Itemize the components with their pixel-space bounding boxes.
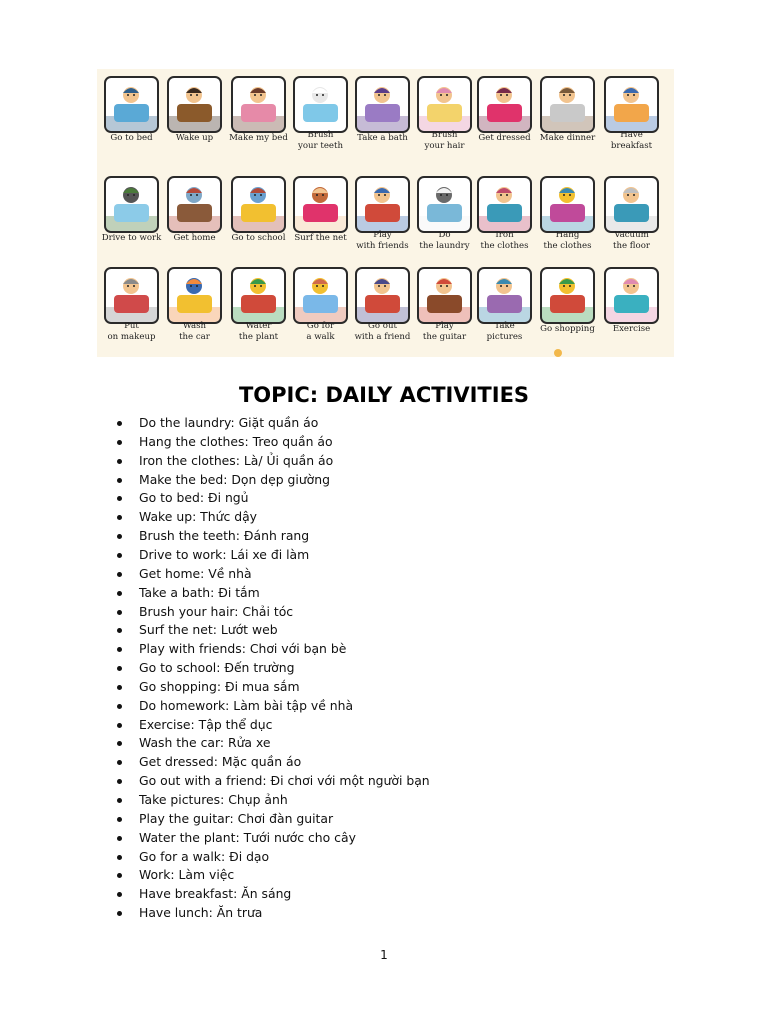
- car-wash-icon: [167, 267, 222, 324]
- girl-laptop-icon: [293, 176, 348, 233]
- picture-card-label: Drive to work: [101, 233, 162, 243]
- picture-card-label: Get dressed: [478, 133, 531, 143]
- picture-card-label: Brush your hair: [424, 130, 465, 151]
- list-item: Go out with a friend: Đi chơi với một người bạn: [139, 773, 430, 789]
- list-item: Go to school: Đến trường: [139, 660, 295, 676]
- picture-card-label: Take a bath: [357, 133, 408, 143]
- picture-card-label: Play the guitar: [422, 321, 467, 342]
- list-item: Play with friends: Chơi với bạn bè: [139, 641, 347, 657]
- picture-card-label: Go to bed: [110, 133, 153, 143]
- ironing-board-icon: [477, 176, 532, 233]
- list-item: Go for a walk: Đi dạo: [139, 848, 270, 864]
- picture-card-label: Exercise: [612, 324, 651, 334]
- picture-card-label: Hang the clothes: [543, 230, 592, 251]
- tooth-brush-icon: [293, 76, 348, 133]
- list-item: Do the laundry: Giặt quần áo: [139, 415, 319, 430]
- list-item: Go to bed: Đi ngủ: [139, 490, 249, 506]
- activity-picture-cards: [97, 69, 674, 357]
- list-item: Do homework: Làm bài tập về nhà: [139, 697, 354, 713]
- children-playing-icon: [355, 176, 410, 233]
- city-walk-icon: [293, 267, 348, 324]
- picture-card-label: Water the plant: [238, 321, 279, 342]
- list-item: Brush your hair: Chải tóc: [139, 603, 294, 619]
- list-item: Have breakfast: Ăn sáng: [139, 886, 292, 902]
- picture-card-label: Make my bed: [229, 133, 288, 143]
- picture-card-label: Go out with a friend: [354, 321, 411, 342]
- breakfast-icon: [604, 76, 659, 133]
- list-item: Exercise: Tập thể dục: [139, 716, 273, 732]
- dress-icon: [477, 76, 532, 133]
- picture-card-label: Have breakfast: [610, 130, 653, 151]
- picture-card-label: Play with friends: [356, 230, 409, 251]
- picture-card-label: Go shopping: [540, 324, 595, 334]
- house-icon: [167, 176, 222, 233]
- sleeping-person-icon: [104, 76, 159, 133]
- picture-card-label: Get home: [173, 233, 216, 243]
- list-item: Drive to work: Lái xe đi làm: [139, 546, 310, 562]
- washing-machine-icon: [417, 176, 472, 233]
- list-item: Work: Làm việc: [139, 867, 235, 883]
- potted-plant-icon: [231, 267, 286, 324]
- list-item: Have lunch: Ăn trưa: [139, 905, 263, 921]
- list-item: Take a bath: Đi tắm: [139, 584, 260, 600]
- list-item: Iron the clothes: Là/ Ủi quần áo: [139, 452, 334, 468]
- makeup-mirror-icon: [104, 267, 159, 324]
- watermark-logo: [554, 349, 674, 357]
- guitar-icon: [417, 267, 472, 324]
- list-item: Take pictures: Chụp ảnh: [139, 792, 288, 807]
- list-item: Surf the net: Lướt web: [139, 622, 278, 638]
- making-bed-icon: [231, 76, 286, 133]
- exercise-ball-icon: [604, 267, 659, 324]
- picture-card-label: Vacuum the floor: [613, 230, 650, 251]
- list-item: Wake up: Thức dậy: [139, 509, 257, 525]
- list-item: Play the guitar: Chơi đàn guitar: [139, 810, 334, 826]
- list-item: Water the plant: Tưới nước cho cây: [139, 829, 356, 845]
- picture-card-label: Put on makeup: [107, 321, 156, 342]
- picture-card-label: Go for a walk: [306, 321, 335, 342]
- picture-card-label: Do the laundry: [419, 230, 470, 251]
- picture-card-label: Brush your teeth: [297, 130, 344, 151]
- list-item: Brush the teeth: Đánh rang: [139, 528, 310, 544]
- clothesline-icon: [540, 176, 595, 233]
- car-road-icon: [104, 176, 159, 233]
- picture-card-label: Iron the clothes: [480, 230, 529, 251]
- hair-brushing-icon: [417, 76, 472, 133]
- watermark-dot-icon: [554, 349, 562, 357]
- bed-waking-icon: [167, 76, 222, 133]
- camera-icon: [477, 267, 532, 324]
- list-item: Get home: Về nhà: [139, 565, 252, 581]
- picture-card-label: Take pictures: [486, 321, 523, 342]
- picture-card-label: Wake up: [175, 133, 214, 143]
- list-item: Wash the car: Rửa xe: [139, 735, 271, 751]
- list-item: Go shopping: Đi mua sắm: [139, 678, 300, 694]
- vacuum-cleaner-icon: [604, 176, 659, 233]
- picture-card-label: Surf the net: [294, 233, 347, 243]
- school-bus-icon: [231, 176, 286, 233]
- page-number: 1: [380, 948, 388, 962]
- shopping-bags-icon: [540, 267, 595, 324]
- list-item: Hang the clothes: Treo quần áo: [139, 433, 333, 449]
- list-item: Get dressed: Mặc quần áo: [139, 754, 302, 770]
- page-title: TOPIC: DAILY ACTIVITIES: [238, 383, 530, 407]
- cooking-chef-icon: [540, 76, 595, 133]
- bathtub-icon: [355, 76, 410, 133]
- picture-card-label: Go to school: [231, 233, 286, 243]
- picture-card-label: Wash the car: [179, 321, 210, 342]
- picture-card-label: Make dinner: [539, 133, 596, 143]
- friends-car-icon: [355, 267, 410, 324]
- list-item: Make the bed: Dọn dẹp giường: [139, 471, 330, 487]
